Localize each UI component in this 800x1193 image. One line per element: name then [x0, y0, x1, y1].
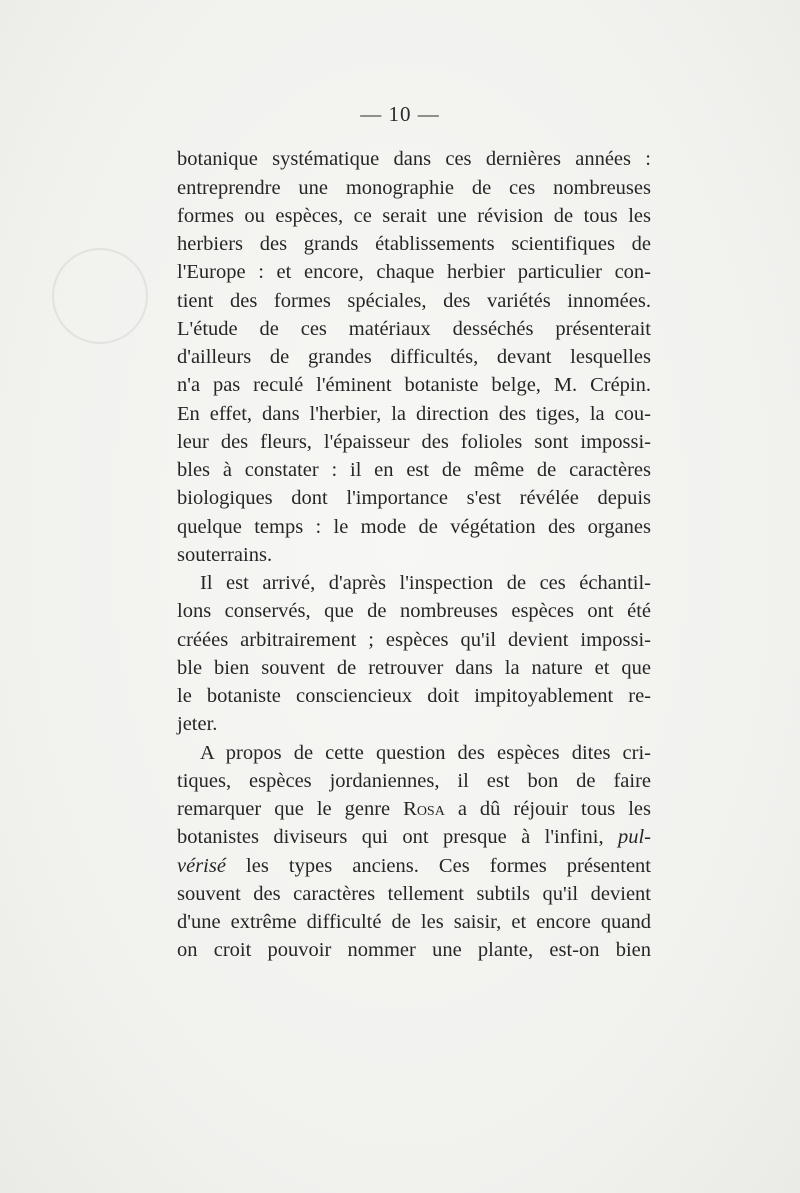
text-line: tiques, espèces jordaniennes, il est bon de faire	[177, 770, 651, 792]
page-number: — 10 —	[360, 102, 440, 126]
text-line: souvent des caractères tellement subtils qu'il devient	[177, 883, 651, 905]
text-line: botanique systématique dans ces dernières années :	[177, 148, 651, 170]
text-line: quelque temps : le mode de végétation des organes	[177, 516, 651, 538]
text-segment: les types anciens. Ces formes présentent	[246, 855, 652, 877]
text-line: l'Europe : et encore, chaque herbier particulier con-	[177, 261, 651, 283]
italic-word: vérisé	[177, 855, 226, 877]
text-line: on croit pouvoir nommer une plante, est-on bien	[177, 939, 651, 961]
text-segment: botanistes diviseurs qui ont presque à l'infini,	[177, 826, 604, 848]
library-stamp	[52, 248, 148, 344]
text-segment: a dû réjouir tous les	[457, 798, 652, 820]
text-line: lons conservés, que de nombreuses espèces ont été	[177, 600, 651, 622]
italic-word: pul-	[617, 826, 652, 848]
text-line: le botaniste consciencieux doit impitoyablement re-	[177, 685, 651, 707]
text-line: entreprendre une monographie de ces nombreuses	[177, 177, 651, 199]
text-line: jeter.	[177, 713, 218, 735]
text-line: n'a pas reculé l'éminent botaniste belge, M. Crépin.	[177, 374, 651, 396]
text-line: tient des formes spéciales, des variétés innomées.	[177, 290, 651, 312]
text-line: A propos de cette question des espèces dites cri-	[200, 742, 651, 764]
text-line: Il est arrivé, d'après l'inspection de ces échantil-	[200, 572, 651, 594]
text-line	[177, 822, 651, 852]
text-line: L'étude de ces matériaux desséchés présenterait	[177, 318, 651, 340]
text-line: ble bien souvent de retrouver dans la nature et que	[177, 657, 651, 679]
text-line: leur des fleurs, l'épaisseur des folioles sont impossi-	[177, 431, 651, 453]
text-line: souterrains.	[177, 544, 273, 566]
text-line	[177, 851, 651, 881]
text-line: formes ou espèces, ce serait une révision de tous les	[177, 205, 651, 227]
text-line	[177, 794, 651, 824]
genus-name: Rosa	[403, 798, 445, 820]
text-line: En effet, dans l'herbier, la direction des tiges, la cou-	[177, 403, 651, 425]
text-segment: remarquer que le genre	[177, 798, 391, 820]
text-line: créées arbitrairement ; espèces qu'il devient impossi-	[177, 629, 651, 651]
text-line: d'une extrême difficulté de les saisir, et encore quand	[177, 911, 651, 933]
text-line: bles à constater : il en est de même de caractères	[177, 459, 651, 481]
text-line: herbiers des grands établissements scientifiques de	[177, 233, 651, 255]
text-line: biologiques dont l'importance s'est révélée depuis	[177, 487, 651, 509]
text-line: d'ailleurs de grandes difficultés, devant lesquelles	[177, 346, 651, 368]
